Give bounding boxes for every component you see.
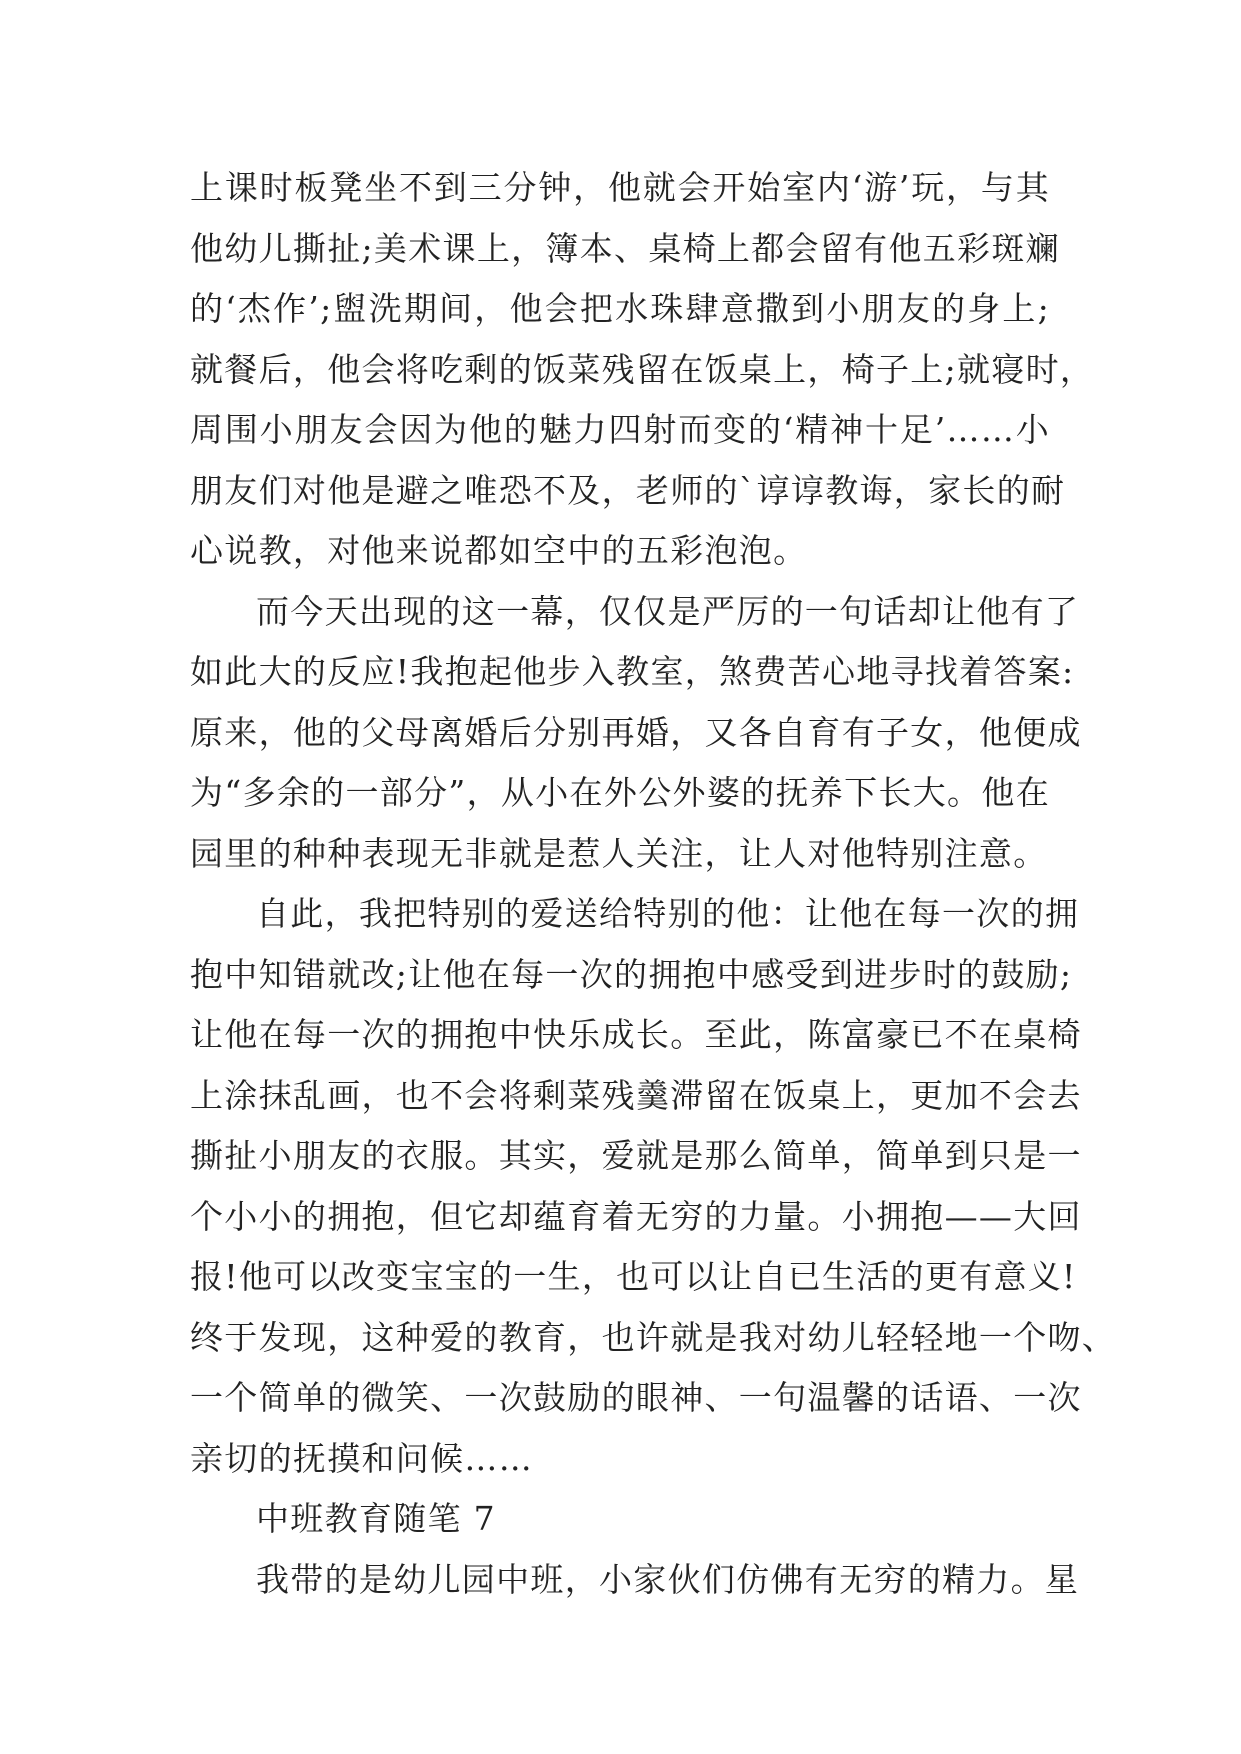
text-line: 亲切的抚摸和问候…… bbox=[190, 1438, 533, 1478]
text-line: 园里的种种表现无非就是惹人关注，让人对他特别注意。 bbox=[190, 833, 1048, 873]
text-line: 撕扯小朋友的衣服。其实，爱就是那么简单，简单到只是一 bbox=[190, 1136, 1082, 1175]
text-line: 终于发现，这种爱的教育，也许就是我对幼儿轻轻地一个吻、 bbox=[190, 1317, 1117, 1357]
text-line: 如此大的反应!我抱起他步入教室，煞费苦心地寻找着答案: bbox=[190, 652, 1075, 691]
text-line: 上课时板凳坐不到三分钟，他就会开始室内‘游’玩，与其 bbox=[190, 168, 1050, 207]
text-line: 抱中知错就改;让他在每一次的拥抱中感受到进步时的鼓励; bbox=[190, 954, 1073, 994]
text-line: 的‘杰作’;盥洗期间，他会把水珠肆意撒到小朋友的身上; bbox=[190, 289, 1050, 328]
text-line: 上涂抹乱画，也不会将剩菜残羹滞留在饭桌上，更加不会去 bbox=[190, 1075, 1082, 1115]
text-line: 他幼儿撕扯;美术课上，簿本、桌椅上都会留有他五彩斑斓 bbox=[190, 228, 1060, 268]
text-line: 我带的是幼儿园中班，小家伙们仿佛有无穷的精力。星 bbox=[256, 1559, 1080, 1599]
text-line: 为“多余的一部分”，从小在外公外婆的抚养下长大。他在 bbox=[190, 773, 1050, 812]
text-line: 让他在每一次的拥抱中快乐成长。至此，陈富豪已不在桌椅 bbox=[190, 1015, 1082, 1054]
body-text bbox=[190, 158, 1117, 1610]
text-line: 一个简单的微笑、一次鼓励的眼神、一句温馨的话语、一次 bbox=[190, 1378, 1082, 1417]
text-line: 就餐后，他会将吃剩的饭菜残留在饭桌上，椅子上;就寝时， bbox=[190, 349, 1095, 389]
text-line: 自此，我把特别的爱送给特别的他：让他在每一次的拥 bbox=[256, 894, 1080, 933]
text-line: 朋友们对他是避之唯恐不及，老师的`谆谆教诲，家长的耐 bbox=[190, 470, 1066, 510]
text-line: 而今天出现的这一幕，仅仅是严厉的一句话却让他有了 bbox=[256, 591, 1080, 631]
text-line: 心说教，对他来说都如空中的五彩泡泡。 bbox=[190, 531, 808, 570]
text-line: 个小小的拥抱，但它却蕴育着无穷的力量。小拥抱——大回 bbox=[190, 1196, 1082, 1236]
section-heading: 中班教育随笔 7 bbox=[256, 1499, 496, 1538]
text-line: 报!他可以改变宝宝的一生，也可以让自已生活的更有意义! bbox=[190, 1257, 1077, 1296]
text-line: 周围小朋友会因为他的魅力四射而变的‘精神十足’……小 bbox=[190, 410, 1050, 449]
text-line: 原来，他的父母离婚后分别再婚，又各自育有子女，他便成 bbox=[190, 712, 1082, 752]
